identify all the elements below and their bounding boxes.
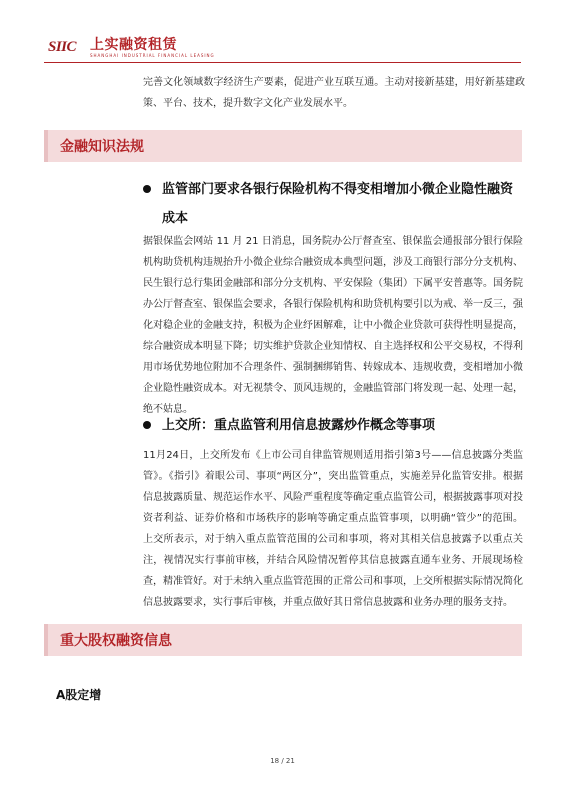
section-title: 金融知识法规 — [60, 139, 144, 155]
bullet-icon — [143, 185, 151, 193]
company-name: 上实融资租赁 — [90, 37, 177, 53]
header-divider — [44, 62, 521, 63]
logo-mark: SIIC — [48, 39, 77, 55]
page-header — [0, 0, 565, 62]
article-title: 监管部门要求各银行保险机构不得变相增加小微企业隐性融资成本 — [162, 182, 514, 226]
page-number: 18 / 21 — [270, 757, 295, 765]
intro-paragraph: 完善文化领域数字经济生产要素，促进产业互联互通。主动对接新基建，用好新基建政策、平台、技术，提升数字文化产业发展水平。 — [143, 77, 525, 109]
bullet-icon — [143, 421, 151, 429]
section-title: 重大股权融资信息 — [60, 633, 172, 649]
section-header-finance-law — [44, 130, 522, 162]
article-heading — [162, 411, 522, 440]
article-body: 据银保监会网站 11 月 21 日消息，国务院办公厅督查室、银保监会通报部分银行保险机构助贷机构违规抬升小微企业综合融资成本典型问题，涉及工商银行部分分支机构、民生银行总行集团金融部和部分分支机构、平安保险（集团）下属平安普惠等。国务院办公厅督查室、银保监会要求，各银行保险机构和助贷机构要引以为戒、举一反三，强化对稳企业的金融支持，积极为企业纾困解难，让中小微企业贷款可获得性明显提高，综合融资成本明显下降；切实维护贷款企业知情权、自主选择权和公平交易权，不得利用市场优势地位附加不合理条件、强制捆绑销售、转嫁成本、违规收费，变相增加小微企业隐性融资成本。对无视禁令、顶风违规的，金融监管部门将发现一起、处理一起，绝不姑息。 — [143, 236, 523, 415]
subheading-a-share-placement: A股定增 — [56, 688, 102, 702]
article-heading — [162, 175, 522, 233]
article-body: 11月24日，上交所发布《上市公司自律监管规则适用指引第3号——信息披露分类监管》。《指引》着眼公司、事项“两区分”，突出监管重点，实施差异化监管安排。根据信息披露质量、规范运作水平、风险严重程度等确定重点监管公司，根据披露事项对投资者利益、证券价格和市场秩序的影响等确定重点监管事项，以明确“管少”的范围。上交所表示，对于纳入重点监管范围的公司和事项，将对其相关信息披露予以重点关注，视情况实行事前审核，并结合风险情况暂停其信息披露直通车业务、开展现场检查，精准管好。对于未纳入重点监管范围的正常公司和事项，上交所根据实际情况简化信息披露要求，实行事后审核，并重点做好其日常信息披露和业务办理的服务支持。 — [143, 450, 523, 608]
company-name-en: SHANGHAI INDUSTRIAL FINANCIAL LEASING — [90, 53, 215, 58]
company-logo — [48, 36, 86, 54]
article-title: 上交所：重点监管利用信息披露炒作概念等事项 — [162, 418, 436, 433]
section-header-equity-financing — [44, 624, 522, 656]
